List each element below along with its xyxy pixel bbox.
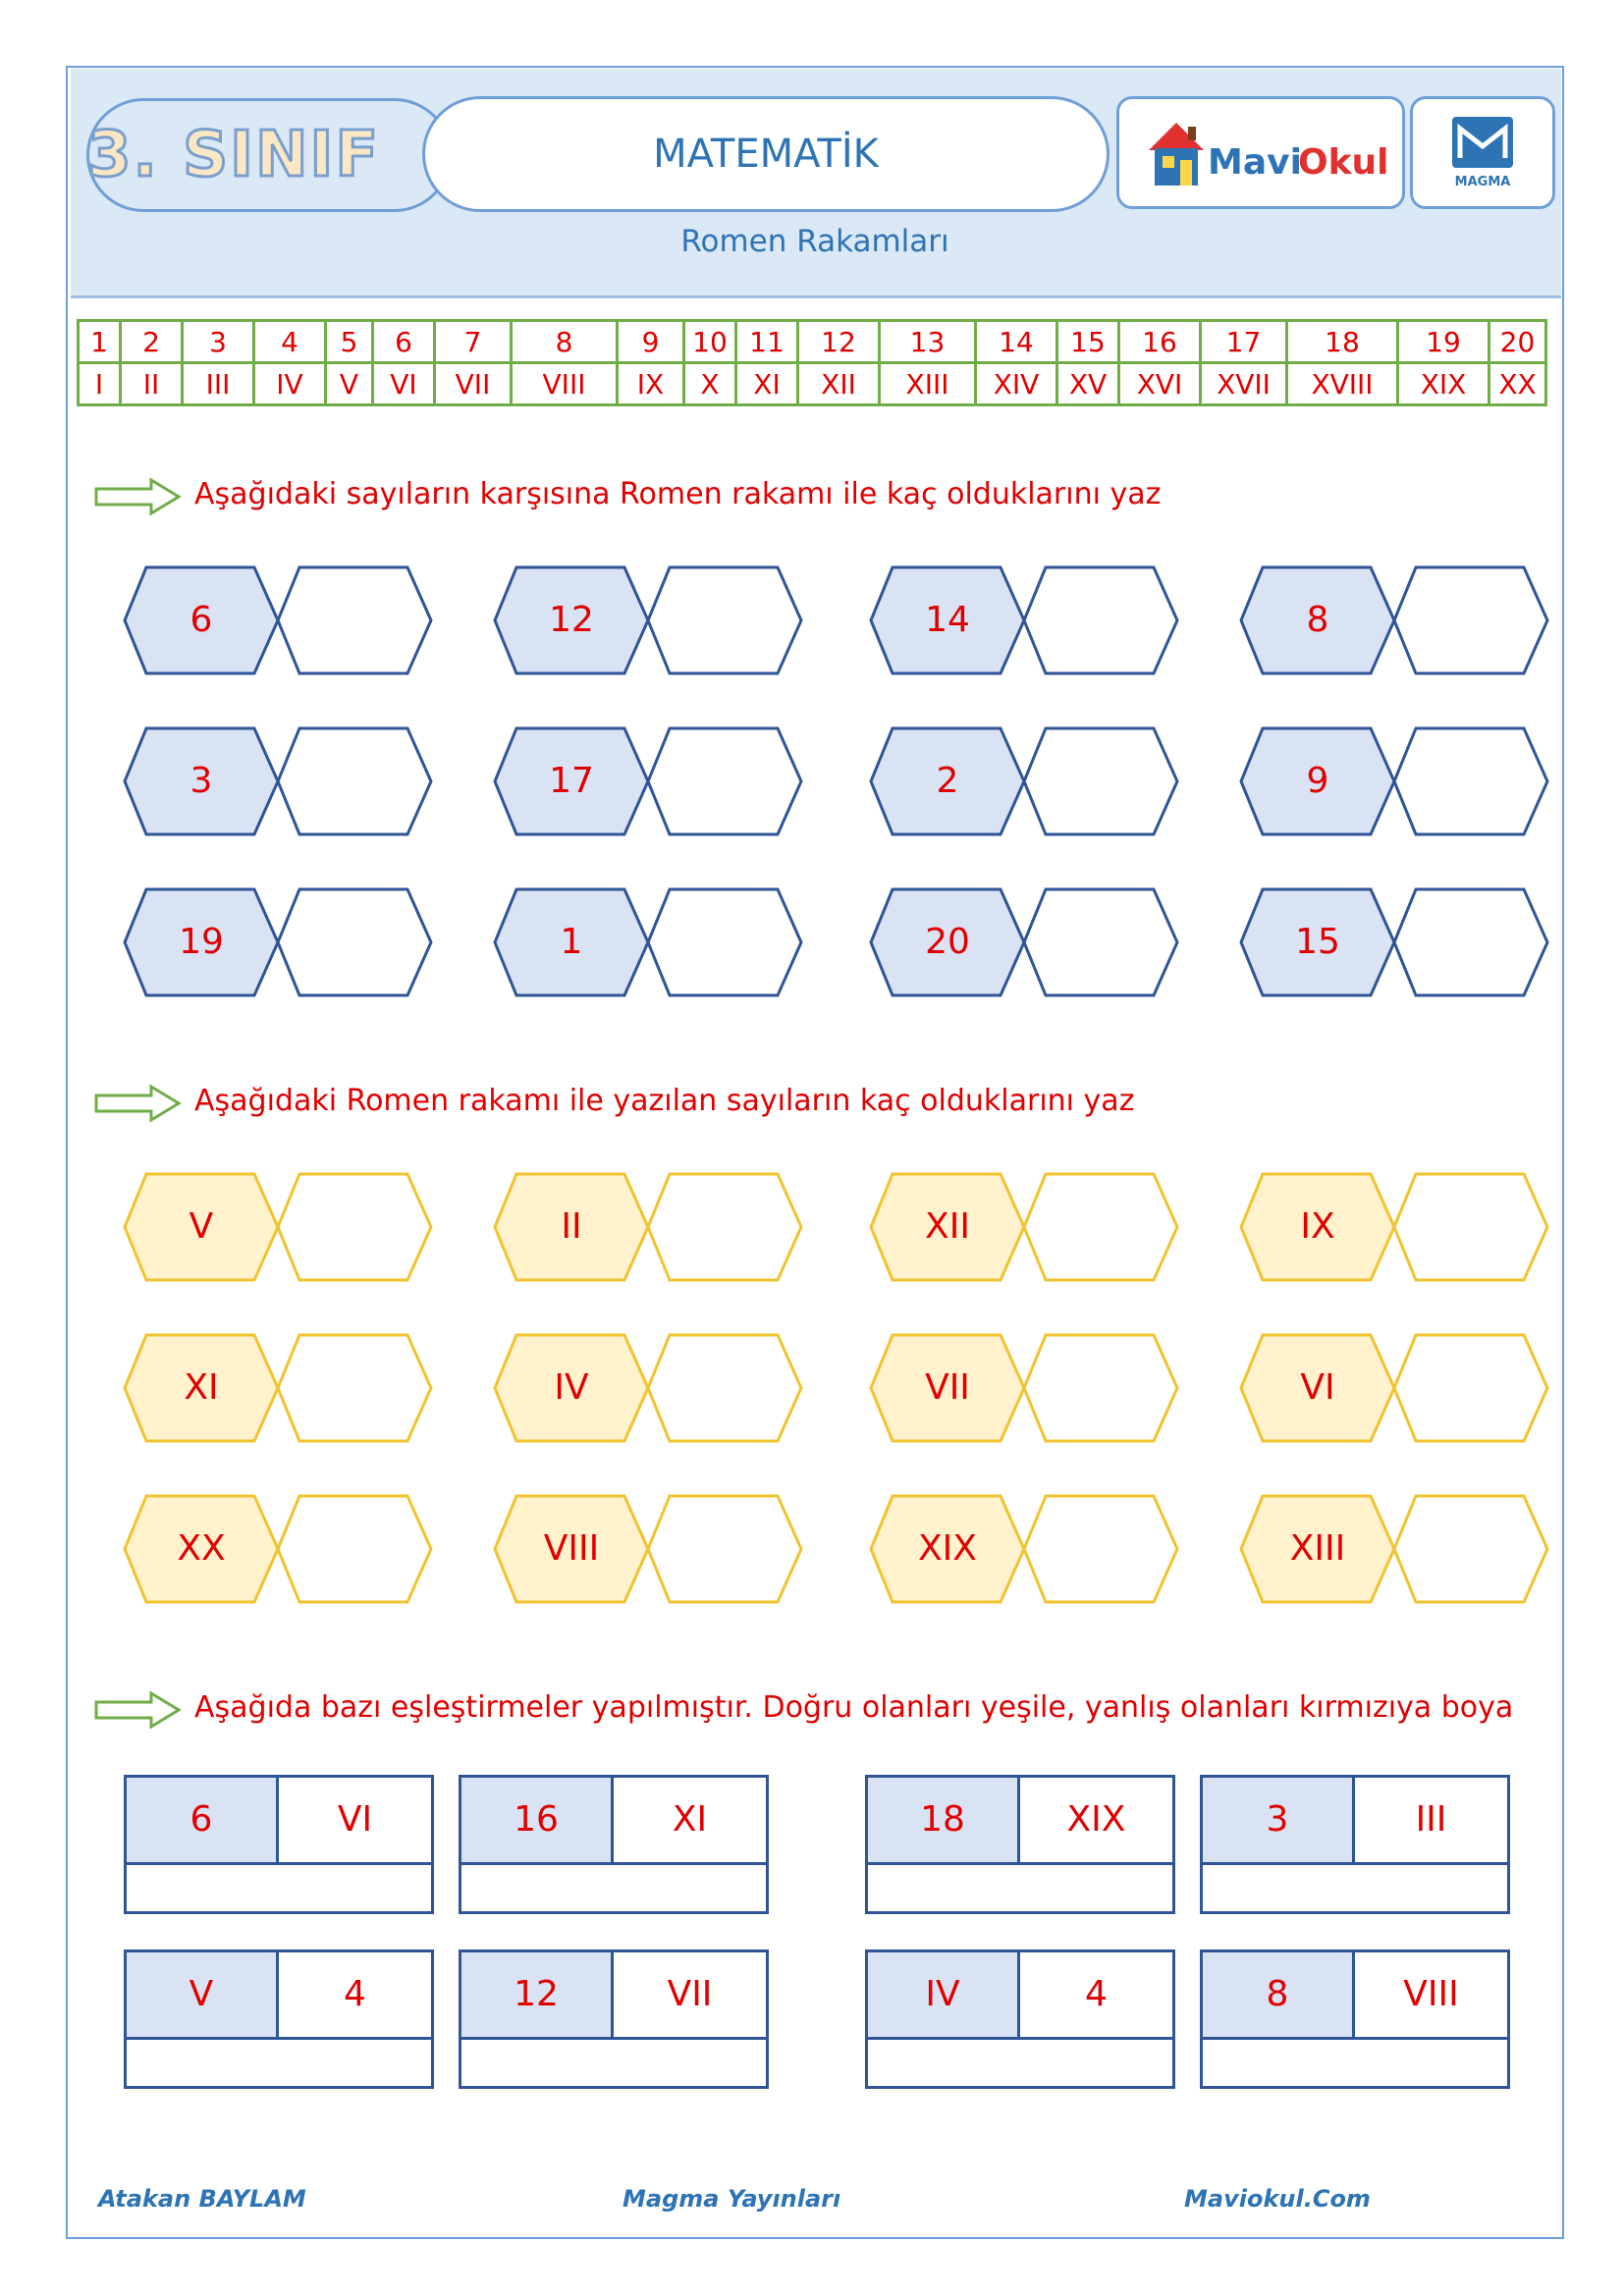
hex-pair [123,564,437,676]
reference-number-cell: 15 [1057,321,1119,363]
footer-author: Atakan BAYLAM [98,2185,306,2213]
reference-roman-cell: XVI [1119,363,1201,405]
reference-table [77,319,1547,406]
hex-value: 2 [936,761,959,801]
match-right-value: XI [672,1799,708,1840]
hex-answer-blank[interactable] [278,567,431,673]
match-left-value: V [127,1952,279,2037]
hex-value: 17 [549,761,594,801]
reference-roman-cell: XIV [976,363,1057,405]
match-right-value: 4 [1085,1974,1108,2014]
hex-value: 12 [549,600,594,640]
hex-answer-blank[interactable] [1394,728,1547,834]
match-color-blank[interactable] [868,2037,1172,2089]
hex-value: 15 [1295,922,1340,962]
match-box [459,1775,769,1914]
hex-answer-blank[interactable] [1024,1174,1177,1280]
match-left-value: 3 [1203,1778,1355,1862]
hex-value: 3 [189,761,213,801]
hex-value: 14 [925,600,970,640]
match-color-blank[interactable] [868,1862,1172,1914]
hex-answer-blank[interactable] [1394,1335,1547,1441]
reference-roman-cell: XV [1057,363,1119,405]
grade-label: 3. SINIF [86,119,381,191]
reference-number-cell: 16 [1119,321,1201,363]
reference-number-cell: 6 [373,321,435,363]
match-box [865,1949,1175,2089]
house-icon [1119,99,1402,206]
reference-roman-cell: XII [798,363,880,405]
reference-number-cell: 5 [326,321,373,363]
hex-answer-blank[interactable] [1024,889,1177,995]
footer-website: Maviokul.Com [1184,2185,1371,2213]
hex-pair [493,886,807,998]
match-right-value: III [1415,1799,1447,1840]
hex-value: 9 [1306,761,1329,801]
hex-value: VII [925,1367,970,1408]
reference-number-cell: 20 [1489,321,1546,363]
hex-value: XIX [918,1528,977,1569]
reference-number-cell: 8 [512,321,618,363]
match-right-value: 4 [344,1974,366,2014]
arrow-icon [94,477,183,516]
hex-value: IX [1300,1206,1335,1247]
hex-value: 1 [560,922,583,962]
reference-number-cell: 7 [435,321,512,363]
section1-instruction: Aşağıdaki sayıların karşısına Romen rakamı ile kaç olduklarını yaz [194,477,1162,511]
hex-pair [123,1171,437,1283]
hex-answer-blank[interactable] [278,1174,431,1280]
hex-pair [869,1493,1183,1605]
hex-answer-blank[interactable] [278,728,431,834]
match-left-value: 18 [868,1778,1020,1862]
hex-pair [123,725,437,837]
reference-roman-cell: I [79,363,121,405]
hex-value: VI [1300,1367,1335,1408]
reference-number-cell: 2 [121,321,183,363]
reference-number-cell: 10 [684,321,736,363]
hex-pair [1239,564,1553,676]
reference-roman-cell: VII [435,363,512,405]
match-box [1200,1949,1510,2089]
reference-number-cell: 12 [798,321,880,363]
match-box [459,1949,769,2089]
match-left-value: 8 [1203,1952,1355,2037]
reference-roman-cell: XIII [880,363,976,405]
hex-answer-blank[interactable] [648,889,801,995]
hex-value: XIII [1289,1528,1346,1569]
reference-roman-cell: VI [373,363,435,405]
maviokul-logo [1116,96,1405,209]
hex-answer-blank[interactable] [1394,1174,1547,1280]
hex-pair [493,725,807,837]
hex-answer-blank[interactable] [1024,567,1177,673]
hex-answer-blank[interactable] [278,1335,431,1441]
svg-text:MAGMA: MAGMA [1454,175,1511,189]
reference-number-cell: 1 [79,321,121,363]
hex-value: 20 [925,922,970,962]
match-color-blank[interactable] [1203,1862,1507,1914]
hex-answer-blank[interactable] [278,889,431,995]
hex-pair [869,886,1183,998]
hex-pair [123,1493,437,1605]
hex-answer-blank[interactable] [1394,889,1547,995]
match-right-value: VII [667,1974,713,2014]
hex-value: 8 [1306,600,1329,640]
hex-pair [1239,1171,1553,1283]
hex-value: II [561,1206,582,1247]
subject-title: MATEMATİK [653,132,879,177]
reference-number-cell: 9 [618,321,684,363]
footer-publisher: Magma Yayınları [623,2185,841,2213]
hex-pair [493,1332,807,1444]
hex-answer-blank[interactable] [648,1174,801,1280]
reference-number-cell: 19 [1398,321,1489,363]
reference-roman-cell: XVIII [1287,363,1398,405]
match-color-blank[interactable] [461,1862,766,1914]
svg-text:Okul: Okul [1298,142,1389,183]
hex-pair [1239,725,1553,837]
match-left-value: 12 [461,1952,614,2037]
reference-roman-row [79,363,1546,405]
match-color-blank[interactable] [127,2037,431,2089]
hex-pair [123,1332,437,1444]
reference-roman-cell: X [684,363,736,405]
reference-number-cell: 11 [736,321,798,363]
hex-pair [869,564,1183,676]
hex-answer-blank[interactable] [278,1496,431,1602]
match-box [865,1775,1175,1914]
match-right-value: XIX [1066,1799,1126,1840]
hex-value: V [189,1206,214,1247]
reference-number-cell: 14 [976,321,1057,363]
hex-value: XI [184,1367,219,1408]
reference-number-cell: 3 [183,321,254,363]
match-box [124,1949,434,2089]
hex-value: XX [177,1528,226,1569]
reference-roman-cell: III [183,363,254,405]
reference-roman-cell: XIX [1398,363,1489,405]
hex-answer-blank[interactable] [1024,1496,1177,1602]
match-color-blank[interactable] [127,1862,431,1914]
hex-pair [869,1332,1183,1444]
reference-number-cell: 17 [1201,321,1287,363]
hex-answer-blank[interactable] [1024,1335,1177,1441]
match-right-value: VIII [1403,1974,1459,2014]
reference-roman-cell: IV [254,363,326,405]
reference-roman-cell: XI [736,363,798,405]
hex-pair [123,886,437,998]
hex-pair [493,1171,807,1283]
hex-pair [493,564,807,676]
hex-pair [493,1493,807,1605]
topic-subtitle: Romen Rakamları [680,224,949,259]
hex-pair [1239,1493,1553,1605]
reference-roman-cell: XX [1489,363,1546,405]
reference-roman-cell: VIII [512,363,618,405]
svg-text:Mavi: Mavi [1208,142,1302,183]
hex-value: 6 [189,600,213,640]
match-color-blank[interactable] [461,2037,766,2089]
reference-roman-cell: V [326,363,373,405]
match-color-blank[interactable] [1203,2037,1507,2089]
match-right-value: VI [337,1799,373,1840]
hex-answer-blank[interactable] [648,567,801,673]
hex-answer-blank[interactable] [1024,728,1177,834]
hex-answer-blank[interactable] [648,728,801,834]
hex-answer-blank[interactable] [1394,1496,1547,1602]
hex-value: IV [554,1367,589,1408]
reference-number-cell: 13 [880,321,976,363]
hex-answer-blank[interactable] [648,1335,801,1441]
reference-roman-cell: II [121,363,183,405]
reference-roman-cell: XVII [1201,363,1287,405]
match-left-value: 16 [461,1778,614,1862]
hex-value: 19 [179,922,224,962]
reference-number-cell: 18 [1287,321,1398,363]
hex-pair [869,1171,1183,1283]
match-left-value: IV [868,1952,1020,2037]
match-box [1200,1775,1510,1914]
hex-value: VIII [543,1528,600,1569]
match-left-value: 6 [127,1778,279,1862]
hex-pair [1239,886,1553,998]
reference-number-row [79,321,1546,363]
section3-instruction: Aşağıda bazı eşleştirmeler yapılmıştır. Doğru olanları yeşile, yanlış olanları kırmızıya boya [194,1690,1514,1725]
arrow-icon [94,1690,183,1730]
match-box [124,1775,434,1914]
reference-number-cell: 4 [254,321,326,363]
hex-answer-blank[interactable] [648,1496,801,1602]
magma-logo [1410,96,1555,209]
hex-pair [1239,1332,1553,1444]
hex-answer-blank[interactable] [1394,567,1547,673]
reference-roman-cell: IX [618,363,684,405]
arrow-icon [94,1084,183,1123]
hex-pair [869,725,1183,837]
section2-instruction: Aşağıdaki Romen rakamı ile yazılan sayıların kaç olduklarını yaz [194,1084,1135,1118]
hex-value: XII [925,1206,970,1247]
book-icon [1413,99,1552,206]
